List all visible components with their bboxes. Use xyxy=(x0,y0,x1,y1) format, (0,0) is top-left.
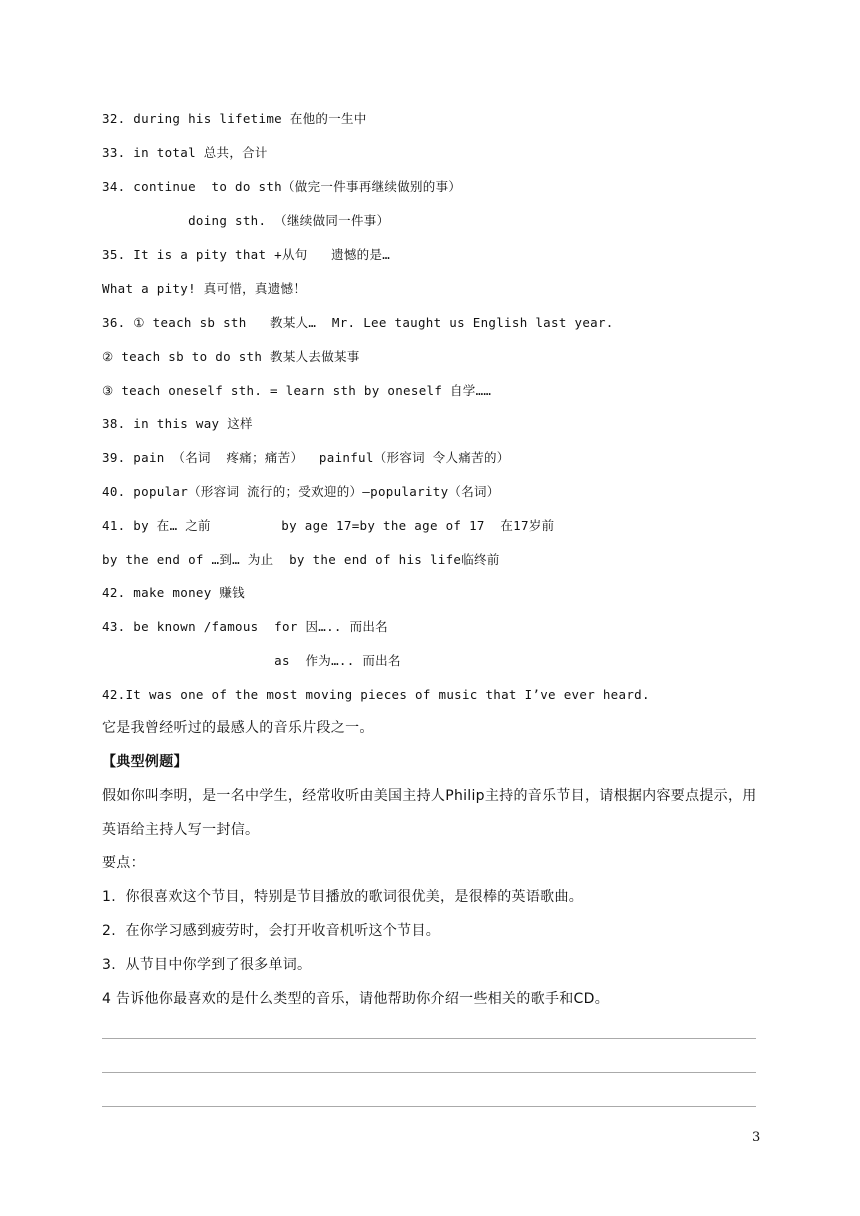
vocab-line: 34. continue to do sth（做完一件事再继续做别的事） xyxy=(102,179,462,194)
page-number: 3 xyxy=(752,1130,761,1145)
vocab-line: 40. popular（形容词 流行的；受欢迎的）—popularity（名词） xyxy=(102,484,500,499)
vocab-line: ② teach sb to do sth 教某人去做某事 xyxy=(102,349,360,364)
answer-line xyxy=(102,1038,756,1039)
vocab-line: What a pity! 真可惜，真遗憾！ xyxy=(102,281,307,296)
point-item: 3. 从节目中你学到了很多单词。 xyxy=(102,957,312,973)
vocab-line: 43. be known /famous for 因….. 而出名 xyxy=(102,619,388,634)
point-item: 1. 你很喜欢这个节目，特别是节目播放的歌词很优美，是很棒的英语歌曲。 xyxy=(102,889,584,905)
vocab-line: 36. ① teach sb sth 教某人… Mr. Lee taught us English last year. xyxy=(102,315,614,330)
answer-line xyxy=(102,1072,756,1073)
vocab-line: 41. by 在… 之前 by age 17=by the age of 17 在17岁前 xyxy=(102,518,555,533)
vocab-line: 42. make money 赚钱 xyxy=(102,585,245,600)
vocab-line: 39. pain （名词 疼痛；痛苦） painful（形容词 令人痛苦的） xyxy=(102,450,510,465)
task-prompt: 假如你叫李明，是一名中学生，经常收听由美国主持人Philip主持的音乐节目，请根据内容要点提示，用英语给主持人写一封信。 xyxy=(102,788,757,838)
example-translation: 它是我曾经听过的最感人的音乐片段之一。 xyxy=(102,720,374,736)
vocab-line: doing sth. （继续做同一件事） xyxy=(102,213,390,228)
vocab-line: by the end of …到… 为止 by the end of his life临终前 xyxy=(102,552,500,567)
point-item: 2. 在你学习感到疲劳时，会打开收音机听这个节目。 xyxy=(102,923,441,939)
points-label: 要点： xyxy=(102,855,145,871)
vocab-line: 38. in this way 这样 xyxy=(102,416,253,431)
vocab-line: as 作为….. 而出名 xyxy=(102,653,401,668)
vocab-line: 32. during his lifetime 在他的一生中 xyxy=(102,111,367,126)
vocab-line: 33. in total 总共，合计 xyxy=(102,145,268,160)
section-title: 【典型例题】 xyxy=(102,754,188,770)
answer-line xyxy=(102,1106,756,1107)
point-item: 4 告诉他你最喜欢的是什么类型的音乐，请他帮助你介绍一些相关的歌手和CD。 xyxy=(102,991,610,1007)
vocab-line: ③ teach oneself sth. = learn sth by oneself 自学…… xyxy=(102,383,492,398)
vocab-line: 35. It is a pity that +从句 遗憾的是… xyxy=(102,247,391,262)
example-sentence: 42.It was one of the most moving pieces of music that I’ve ever heard. xyxy=(102,687,650,702)
